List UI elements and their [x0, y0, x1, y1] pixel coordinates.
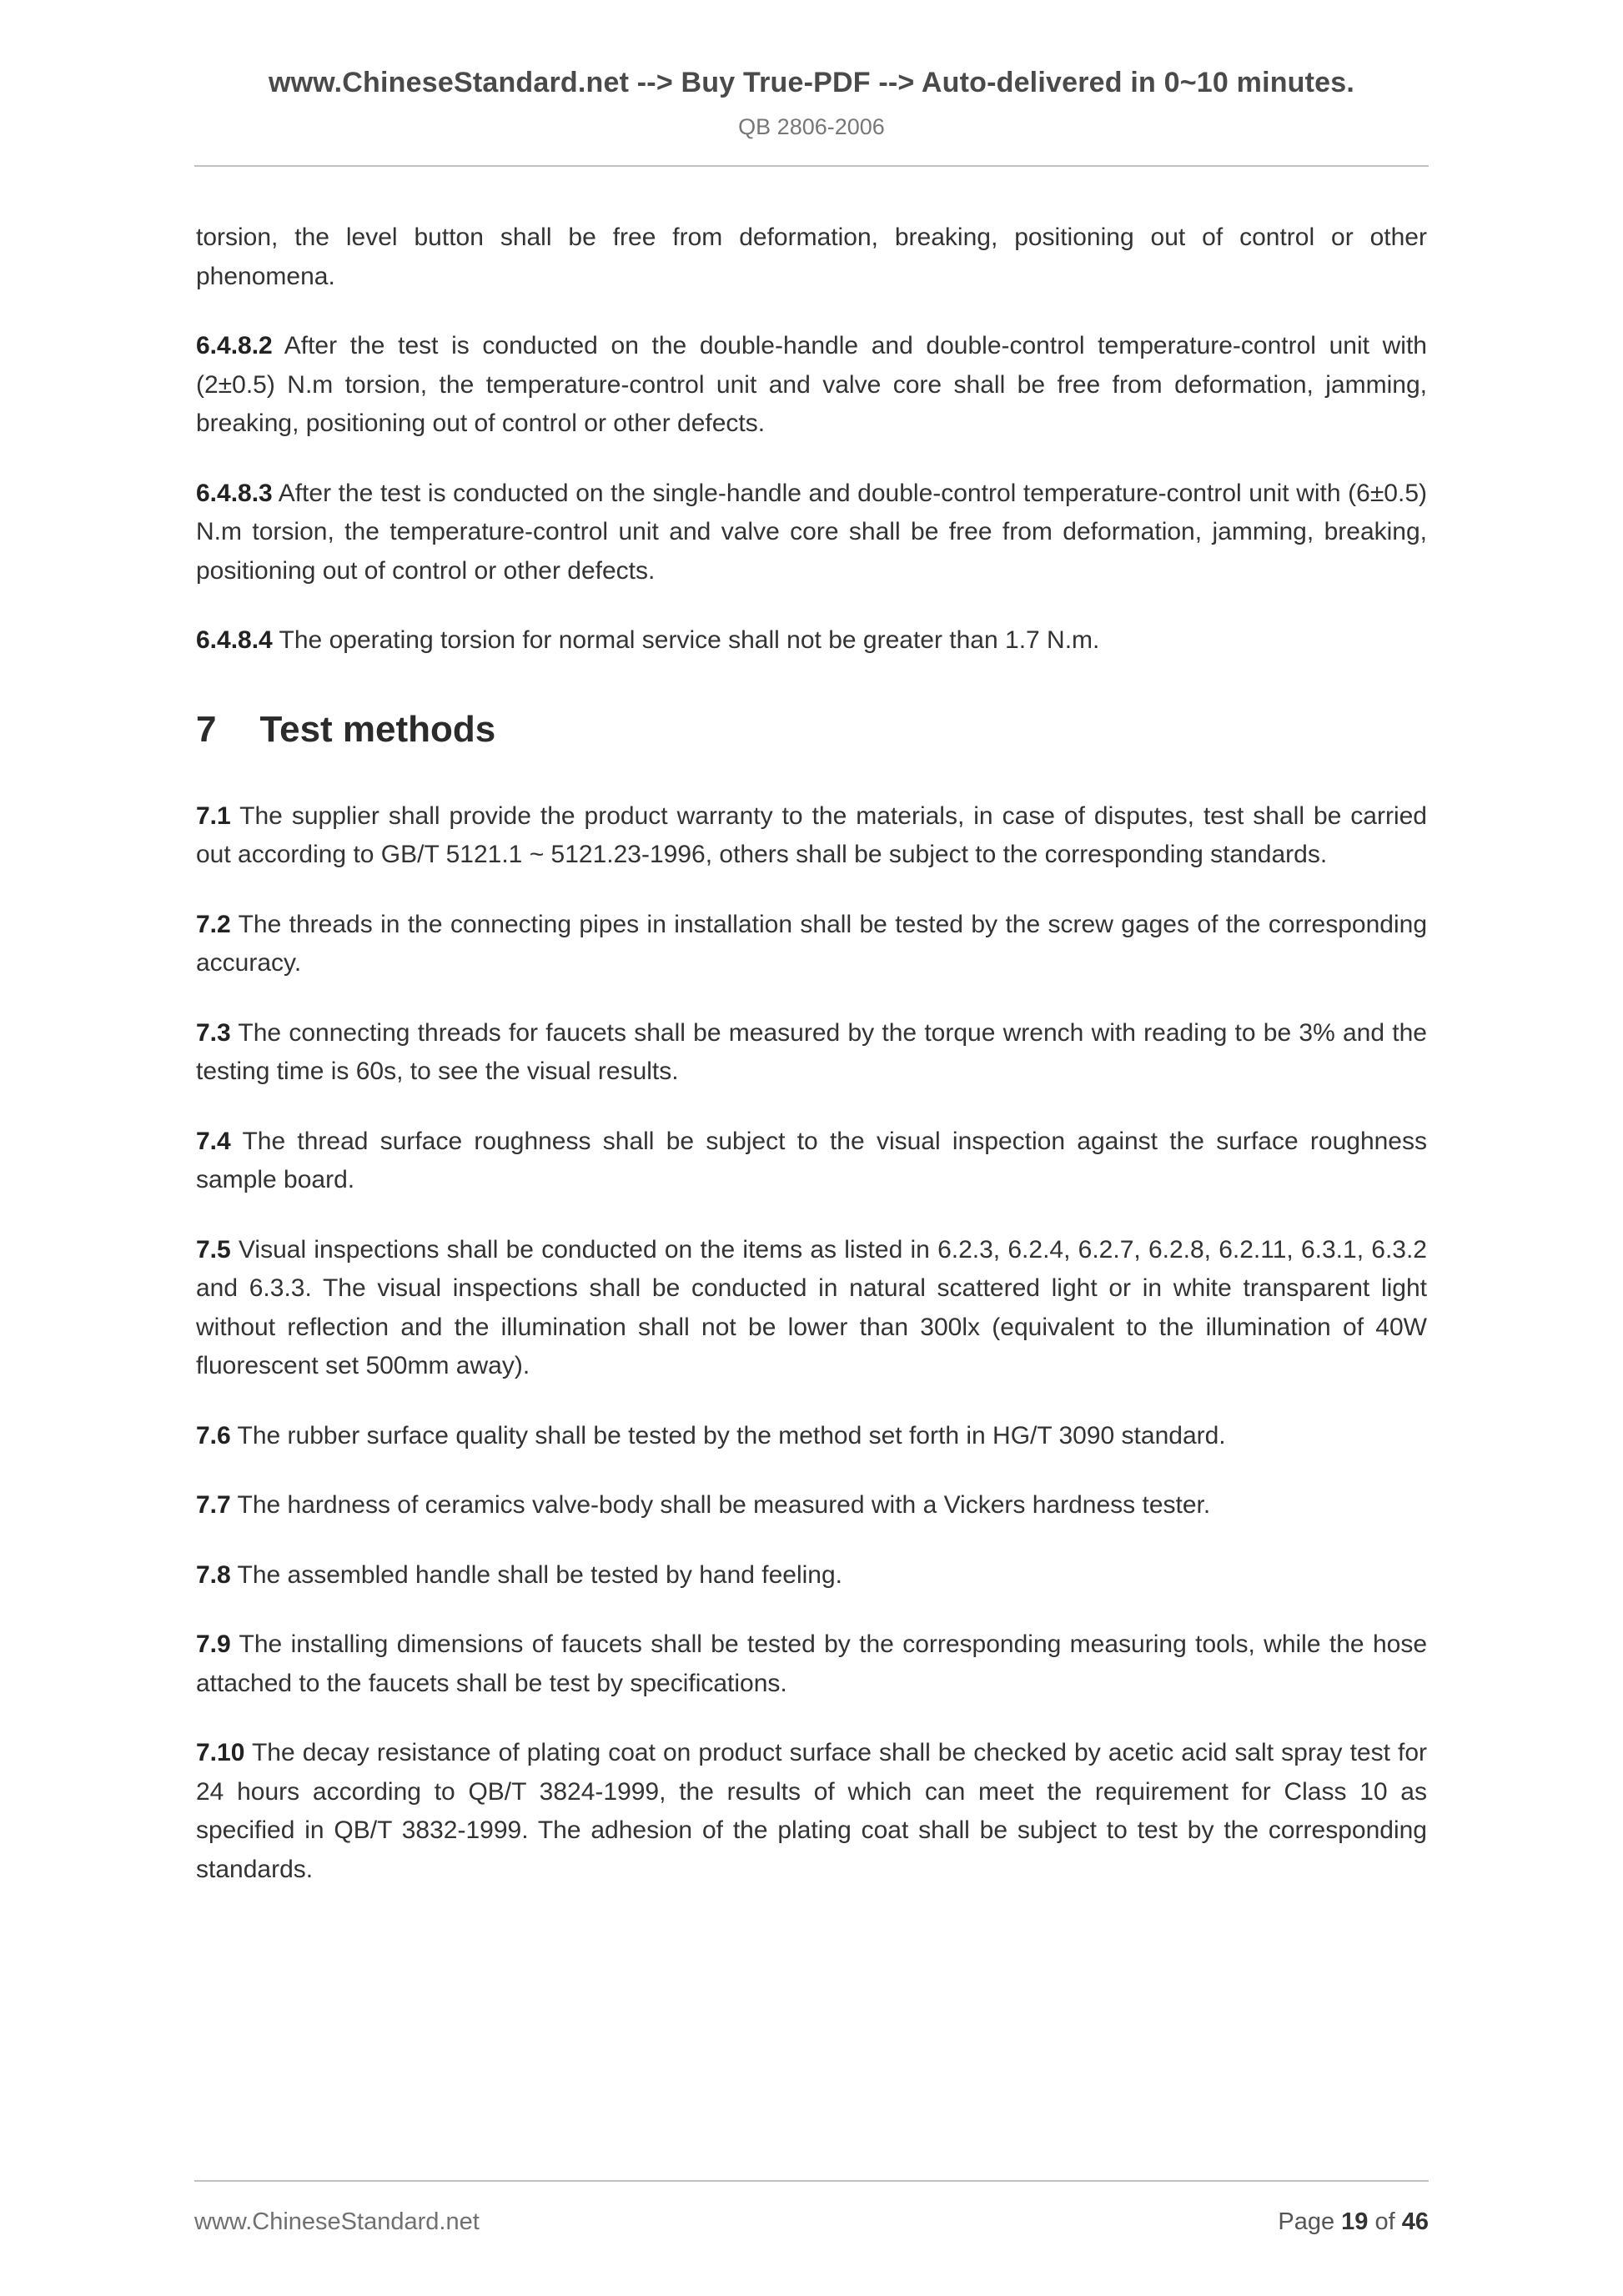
total-pages: 46 — [1401, 2208, 1429, 2235]
clause-text: The rubber surface quality shall be tested by the method set forth in HG/T 3090 standard. — [237, 1421, 1226, 1449]
section-number: 7 — [196, 708, 217, 750]
document-body — [0, 167, 1623, 1889]
clause-number: 7.2 — [196, 910, 231, 938]
clause-number: 7.10 — [196, 1739, 245, 1766]
paragraph-7-10 — [196, 1734, 1427, 1889]
clause-number: 6.4.8.4 — [196, 626, 273, 654]
clause-text: The connecting threads for faucets shall be measured by the torque wrench with reading to be 3% and the testing time is 60s, to see the visual results. — [196, 1018, 1427, 1085]
paragraph-6-4-8-3 — [196, 475, 1427, 591]
clause-text: After the test is conducted on the double-handle and double-control temperature-control unit with (2±0.5) N.m torsion, the temperature-control unit and valve core shall be free from deformation, jamming, breaking, positioning out of control or other defects. — [196, 332, 1427, 437]
clause-text: The thread surface roughness shall be subject to the visual inspection against the surface roughness sample board. — [196, 1127, 1427, 1193]
clause-text: The installing dimensions of faucets shall be tested by the corresponding measuring tools, while the hose attached to the faucets shall be test by specifications. — [196, 1630, 1428, 1697]
page-footer — [194, 2180, 1429, 2236]
page-number: 19 — [1341, 2208, 1369, 2235]
clause-text: The assembled handle shall be tested by hand feeling. — [237, 1560, 843, 1589]
section-heading-test-methods — [196, 709, 1427, 751]
footer-divider — [194, 2180, 1429, 2182]
clause-number: 7.7 — [196, 1491, 231, 1519]
clause-number: 7.9 — [196, 1630, 231, 1658]
clause-text: torsion, the level button shall be free from deformation, breaking, positioning out of control or other phenomena. — [196, 224, 1427, 290]
clause-number: 7.6 — [196, 1421, 231, 1449]
paragraph-7-6 — [196, 1417, 1427, 1456]
paragraph-6-4-8-4 — [196, 621, 1427, 661]
clause-number: 7.4 — [196, 1127, 231, 1155]
paragraph-7-4 — [196, 1123, 1427, 1200]
clause-text: Visual inspections shall be conducted on the items as listed in 6.2.3, 6.2.4, 6.2.7, 6.2.8, 6.2.11, 6.3.1, 6.3.2 and 6.3.3. The visual inspections shall be conducted in natural scattered light or in white transparent light without reflection and the illumination shall not be lower than 300lx (equivalent to the illumination of 40W fluorescent set 500mm away). — [196, 1235, 1427, 1379]
clause-number: 7.1 — [196, 801, 231, 830]
clause-number: 7.8 — [196, 1560, 231, 1589]
clause-text: The operating torsion for normal service shall not be greater than 1.7 N.m. — [279, 626, 1100, 654]
paragraph-7-9 — [196, 1625, 1427, 1703]
paragraph-6-4-8-2 — [196, 327, 1427, 444]
paragraph-continuation — [196, 219, 1427, 296]
document-number: QB 2806-2006 — [738, 114, 885, 139]
clause-number: 6.4.8.3 — [196, 479, 273, 507]
clause-text: The supplier shall provide the product warranty to the materials, in case of disputes, test shall be carried out according to GB/T 5121.1 ~ 5121.23-1996, others shall be subject to the corresponding standards. — [196, 801, 1427, 868]
paragraph-7-5 — [196, 1231, 1427, 1386]
clause-text: The decay resistance of plating coat on product surface shall be checked by acetic acid salt spray test for 24 hours according to QB/T 3824-1999, the results of which can meet the requirement for Class 10 as specified in QB/T 3832-1999. The adhesion of the plating coat shall be subject to test by the corresponding standards. — [196, 1739, 1428, 1883]
paragraph-7-1 — [196, 797, 1427, 875]
paragraph-7-7 — [196, 1486, 1427, 1525]
page-indicator — [1278, 2208, 1429, 2236]
clause-number: 7.3 — [196, 1018, 231, 1047]
page-word: Page — [1278, 2208, 1335, 2235]
clause-number: 6.4.8.2 — [196, 332, 273, 359]
paragraph-7-8 — [196, 1556, 1427, 1595]
footer-site-link[interactable]: www.ChineseStandard.net — [194, 2208, 480, 2235]
page-header — [0, 0, 1623, 140]
clause-text: After the test is conducted on the single-handle and double-control temperature-control unit with (6±0.5) N.m torsion, the temperature-control unit and valve core shall be free from deformation, jamming, breaking, positioning out of control or other defects. — [196, 479, 1428, 585]
clause-number: 7.5 — [196, 1235, 231, 1264]
paragraph-7-2 — [196, 906, 1427, 983]
clause-text: The threads in the connecting pipes in installation shall be tested by the screw gages of the corresponding accuracy. — [196, 910, 1428, 977]
of-word: of — [1374, 2208, 1395, 2235]
clause-text: The hardness of ceramics valve-body shall be measured with a Vickers hardness tester. — [237, 1491, 1211, 1519]
section-title: Test methods — [259, 708, 496, 750]
header-banner: www.ChineseStandard.net --> Buy True-PDF --> Auto-delivered in 0~10 minutes. — [268, 67, 1355, 98]
paragraph-7-3 — [196, 1014, 1427, 1092]
